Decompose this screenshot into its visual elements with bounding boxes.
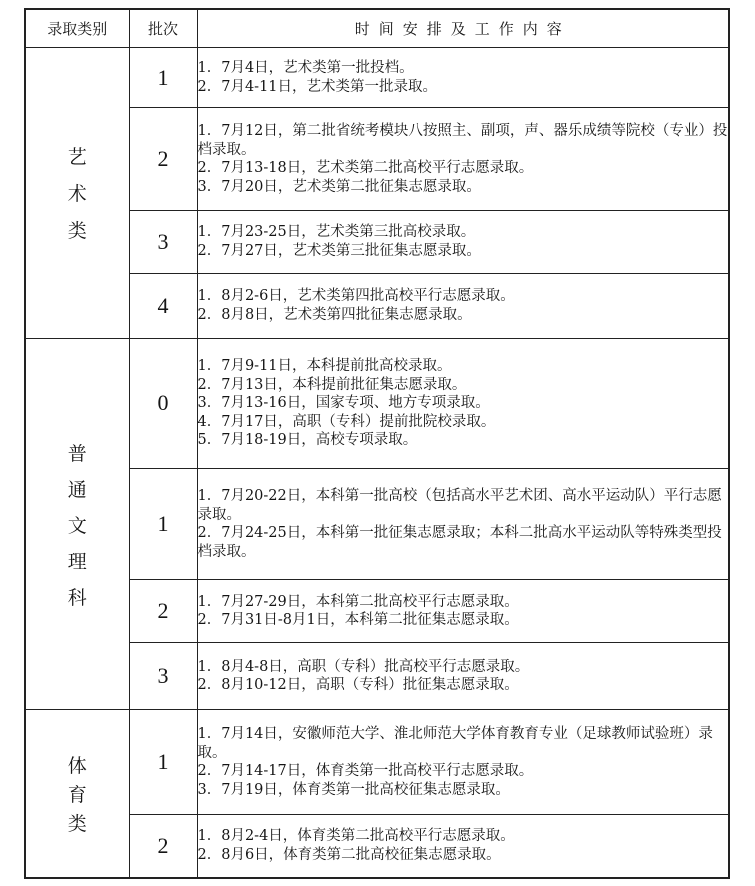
category-sports bbox=[25, 710, 129, 878]
batch-number: 1 bbox=[129, 468, 197, 580]
category-char: 类 bbox=[67, 220, 87, 243]
batch-number: 4 bbox=[129, 274, 197, 339]
schedule-item: 4．7月17日，高职（专科）提前批院校录取。 bbox=[197, 413, 496, 430]
schedule-item: 2．7月14-17日，体育类第一批高校平行志愿录取。 bbox=[197, 763, 534, 780]
schedule-item: 3．7月13-16日，国家专项、地方专项录取。 bbox=[197, 395, 490, 411]
category-general bbox=[25, 338, 129, 710]
category-char: 艺 bbox=[67, 146, 87, 169]
schedule-item: 2．7月31日-8月1日，本科第二批征集志愿录取。 bbox=[197, 612, 519, 629]
schedule-item: 2．7月13日，本科提前批征集志愿录取。 bbox=[197, 376, 467, 393]
category-char: 术 bbox=[67, 183, 87, 206]
batch-number: 2 bbox=[129, 108, 197, 210]
batch-number: 3 bbox=[129, 210, 197, 273]
category-char: 类 bbox=[67, 813, 87, 836]
batch-number: 2 bbox=[129, 814, 197, 878]
schedule-item: 1．8月4-8日，高职（专科）批高校平行志愿录取。 bbox=[197, 658, 530, 675]
schedule-item: 1．7月14日，安徽师范大学、淮北师范大学体育教育专业（足球教师试验班）录取。 bbox=[197, 726, 713, 761]
header-category: 录取类别 bbox=[25, 9, 129, 47]
category-art bbox=[25, 47, 129, 338]
schedule-content bbox=[197, 814, 729, 878]
header-batch: 批次 bbox=[129, 9, 197, 47]
category-char: 文 bbox=[67, 514, 87, 537]
schedule-item: 1．7月4日，艺术类第一批投档。 bbox=[197, 60, 414, 77]
schedule-item: 2．7月13-18日，艺术类第二批高校平行志愿录取。 bbox=[197, 160, 534, 177]
schedule-item: 2．7月27日，艺术类第三批征集志愿录取。 bbox=[197, 242, 481, 259]
schedule-item: 1．7月27-29日，本科第二批高校平行志愿录取。 bbox=[197, 593, 519, 610]
table-row bbox=[25, 210, 729, 273]
schedule-item: 5．7月18-19日，高校专项录取。 bbox=[197, 432, 418, 448]
category-char: 育 bbox=[67, 784, 87, 807]
batch-number: 1 bbox=[129, 710, 197, 814]
table-row bbox=[25, 108, 729, 210]
schedule-item: 2．7月24-25日，本科第一批征集志愿录取；本科二批高水平运动队等特殊类型投档录取。 bbox=[197, 525, 722, 560]
schedule-item: 1．8月2-6日，艺术类第四批高校平行志愿录取。 bbox=[197, 288, 515, 305]
schedule-content bbox=[197, 274, 729, 339]
table-row bbox=[25, 47, 729, 107]
schedule-item: 1．7月12日，第二批省统考模块八按照主、副项，声、器乐成绩等院校（专业）投档录取。 bbox=[197, 123, 728, 158]
table-row bbox=[25, 338, 729, 468]
batch-number: 1 bbox=[129, 47, 197, 107]
table-row bbox=[25, 468, 729, 580]
schedule-item: 1．7月9-11日，本科提前批高校录取。 bbox=[197, 358, 452, 374]
category-char: 体 bbox=[67, 755, 87, 778]
category-char: 普 bbox=[67, 442, 87, 465]
schedule-content bbox=[197, 108, 729, 210]
schedule-item: 2．8月10-12日，高职（专科）批征集志愿录取。 bbox=[197, 677, 519, 694]
category-char: 科 bbox=[67, 586, 87, 609]
table-row bbox=[25, 814, 729, 878]
schedule-content bbox=[197, 47, 729, 107]
schedule-item: 2．7月4-11日，艺术类第一批录取。 bbox=[197, 78, 438, 95]
schedule-content bbox=[197, 580, 729, 642]
header-content: 时间安排及工作内容 bbox=[197, 9, 729, 47]
schedule-content bbox=[197, 642, 729, 710]
header-row bbox=[25, 9, 729, 47]
batch-number: 0 bbox=[129, 338, 197, 468]
schedule-item: 2．8月6日，体育类第二批高校征集志愿录取。 bbox=[197, 846, 501, 863]
batch-number: 2 bbox=[129, 580, 197, 642]
admission-schedule-table bbox=[24, 8, 730, 879]
table-row bbox=[25, 274, 729, 339]
schedule-content bbox=[197, 468, 729, 580]
schedule-item: 1．8月2-4日，体育类第二批高校平行志愿录取。 bbox=[197, 828, 515, 845]
table-row bbox=[25, 580, 729, 642]
schedule-item: 3．7月20日，艺术类第二批征集志愿录取。 bbox=[197, 178, 481, 195]
batch-number: 3 bbox=[129, 642, 197, 710]
schedule-content bbox=[197, 210, 729, 273]
schedule-item: 1．7月23-25日，艺术类第三批高校录取。 bbox=[197, 224, 476, 241]
schedule-item: 1．7月20-22日，本科第一批高校（包括高水平艺术团、高水平运动队）平行志愿录取。 bbox=[197, 488, 722, 523]
table-row bbox=[25, 642, 729, 710]
schedule-content bbox=[197, 710, 729, 814]
schedule-item: 2．8月8日，艺术类第四批征集志愿录取。 bbox=[197, 306, 472, 323]
schedule-content bbox=[197, 338, 729, 468]
table-row bbox=[25, 710, 729, 814]
category-char: 通 bbox=[67, 478, 87, 501]
schedule-item: 3．7月19日，体育类第一批高校征集志愿录取。 bbox=[197, 781, 510, 798]
category-char: 理 bbox=[67, 550, 87, 573]
